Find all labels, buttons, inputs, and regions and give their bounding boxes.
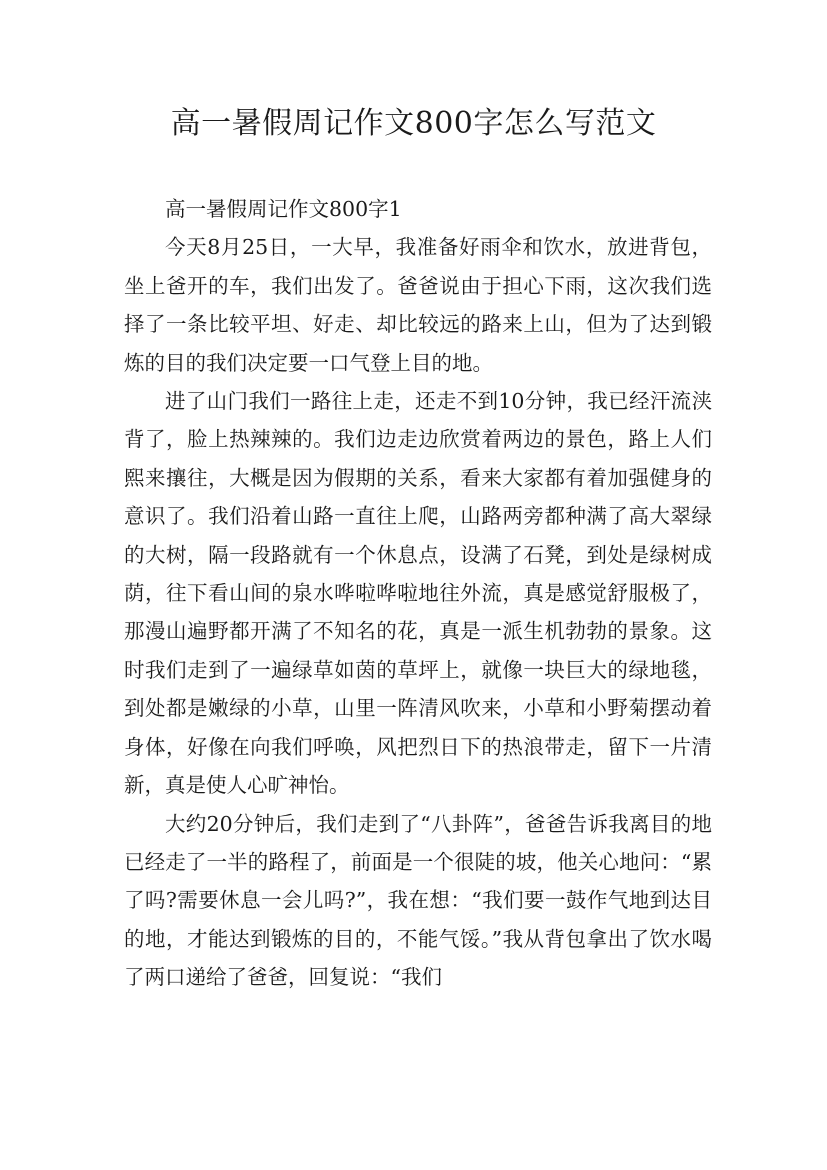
paragraph-1: 今天8月25日，一大早，我准备好雨伞和饮水，放进背包，坐上爸开的车，我们出发了。爸爸说由于担心下雨，这次我们选择了一条比较平坦、好走、却比较远的路来上山，但为了达到锻炼的目的我们决定要一口气登上目的地。 [124,235,712,375]
paragraph-2: 进了山门我们一路往上走，还走不到10分钟，我已经汗流浃背了，脸上热辣辣的。我们边走边欣赏着两边的景色，路上人们熙来攘往，大概是因为假期的关系，看来大家都有着加强健身的意识了。我们沿着山路一直往上爬，山路两旁都种满了高大翠绿的大树，隔一段路就有一个休息点，设满了石凳，到处是绿树成荫，往下看山间的泉水哗啦哗啦地往外流，真是感觉舒服极了，那漫山遍野都开满了不知名的花，真是一派生机勃勃的景象。这时我们走到了一遍绿草如茵的草坪上，就像一块巨大的绿地毯，到处都是嫩绿的小草，山里一阵清风吹来，小草和小野菊摆动着身体，好像在向我们呼唤，风把烈日下的热浪带走，留下一片清新，真是使人心旷神怡。 [124,389,712,798]
document-body [124,190,712,997]
section-heading: 高一暑假周记作文800字1 [165,197,402,221]
document-title: 高一暑假周记作文800字怎么写范文 [170,106,657,141]
paragraph-3: 大约20分钟后，我们走到了“八卦阵”，爸爸告诉我离目的地已经走了一半的路程了，前面是一个很陡的坡，他关心地问：“累了吗?需要休息一会儿吗?”，我在想：“我们要一鼓作气地到达目的地，才能达到锻炼的目的，不能气馁。”我从背包拿出了饮水喝了两口递给了爸爸，回复说：“我们 [124,811,712,990]
